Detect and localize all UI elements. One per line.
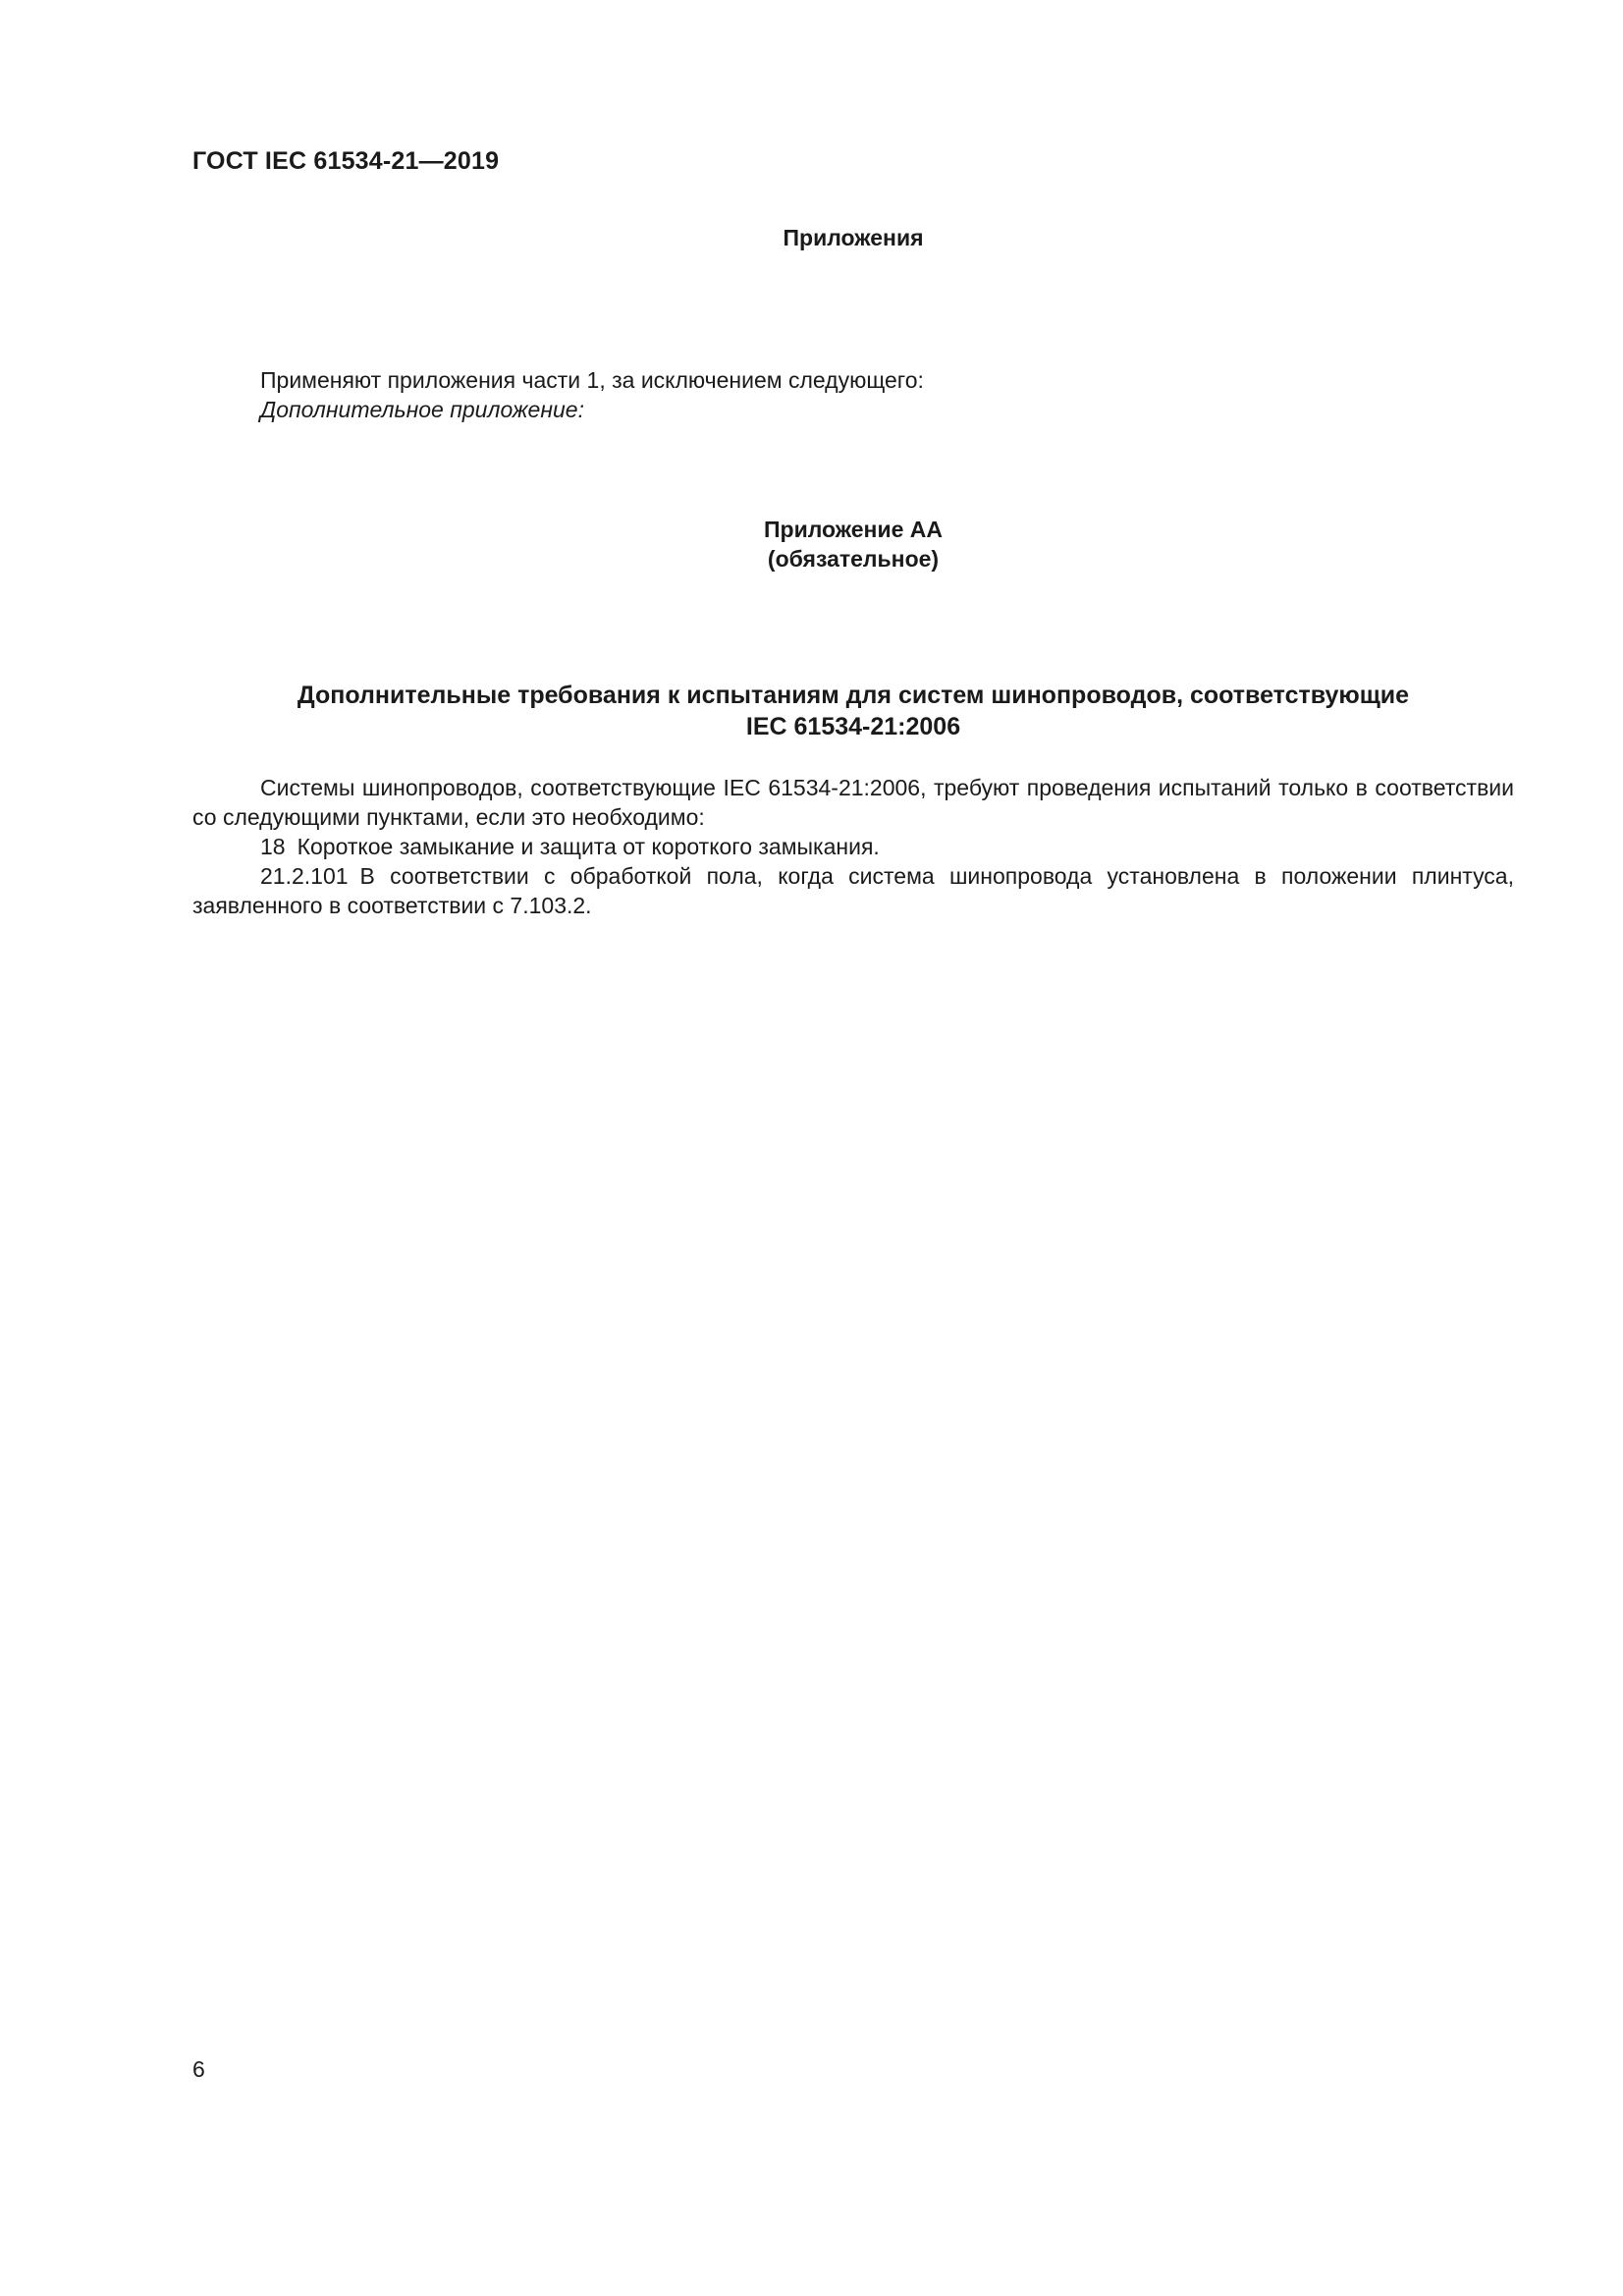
clause-number: 18	[260, 834, 286, 859]
annex-title-block	[192, 515, 1514, 574]
clause-text: В соответствии с обработкой пола, когда система шинопровода установлена в положении плинтуса, заявленного в соответствии с 7.103.2.	[192, 863, 1514, 918]
appendices-intro	[192, 365, 1514, 424]
intro-line: Применяют приложения части 1, за исключением следующего:	[260, 367, 924, 393]
page-number: 6	[192, 2056, 205, 2082]
annex-heading-line-1: Дополнительные требования к испытаниям для систем шинопроводов, соответствующие	[297, 682, 1410, 709]
annex-heading-line-2: IEC 61534-21:2006	[745, 713, 961, 740]
annex-body	[192, 773, 1514, 920]
annex-heading	[192, 680, 1514, 742]
clause-item	[192, 861, 1514, 920]
document-code: ГОСТ IEC 61534-21—2019	[192, 147, 500, 175]
appendices-title: Приложения	[783, 225, 924, 250]
clause-number: 21.2.101	[260, 863, 349, 889]
annex-paragraph: Системы шинопроводов, соответствующие IEC 61534-21:2006, требуют проведения испытаний только в соответствии со следующими пунктами, если это необходимо:	[192, 775, 1514, 830]
additional-annex-label: Дополнительное приложение:	[260, 397, 584, 422]
annex-status: (обязательное)	[767, 546, 940, 572]
clause-item	[192, 832, 1514, 861]
clause-text: Короткое замыкание и защита от короткого замыкания.	[297, 834, 880, 859]
annex-title: Приложение АА	[763, 517, 943, 542]
